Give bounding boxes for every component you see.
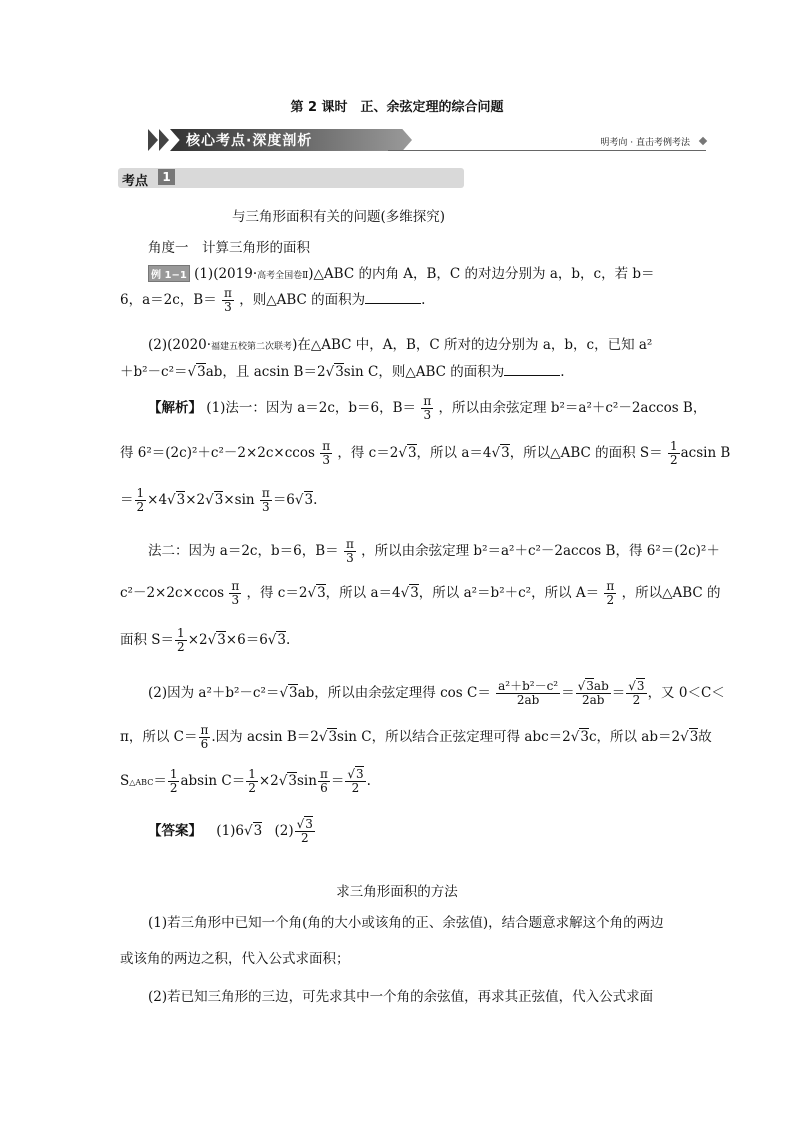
sqrt: √	[267, 632, 277, 648]
method2-line-3	[120, 627, 290, 654]
fraction	[260, 487, 272, 514]
example-line-3	[148, 333, 652, 353]
num: π	[606, 579, 615, 593]
text: c²－2×2c×ccos	[120, 585, 225, 601]
page-title: 第 2 课时 正、余弦定理的综合问题	[290, 100, 504, 115]
text: ，所以 a＝4	[325, 585, 401, 601]
text: .	[421, 292, 426, 308]
text: π，所以 C＝	[120, 729, 198, 745]
part2-line-3	[120, 768, 371, 795]
text: ab，且 acsin B＝2	[205, 364, 326, 380]
den: 2	[248, 781, 256, 795]
text: .因为 acsin B＝2	[211, 729, 319, 745]
den: 6	[320, 781, 328, 795]
source: 高考全国卷Ⅱ	[257, 271, 309, 281]
radicand: 3	[355, 767, 364, 781]
fraction	[626, 680, 646, 707]
fraction	[344, 538, 356, 565]
answer-label: 【答案】	[148, 823, 202, 839]
sqrt: √	[207, 632, 217, 648]
method-line-1: (1)若三角形中已知一个角(角的大小或该角的正、余弦值)，结合题意求解这个角的两边	[148, 915, 664, 931]
section-banner	[148, 125, 708, 153]
text: .	[313, 492, 318, 508]
text: )在△ABC 中，A，B，C 所对的边分别为 a，b，c，已知 a²	[292, 337, 653, 353]
num: 1	[136, 486, 145, 500]
radicand: 3	[214, 492, 224, 508]
fraction	[135, 487, 147, 514]
radicand: 3	[407, 445, 417, 461]
text: ＝	[120, 492, 134, 508]
den: 6	[200, 737, 209, 751]
fraction	[168, 768, 180, 795]
radicand: 3	[197, 364, 206, 380]
text: ×4	[147, 492, 168, 508]
method2-line-2	[120, 580, 721, 607]
fraction	[229, 580, 241, 607]
text: ，所以 a²＝b²＋c²，所以 A＝	[418, 585, 600, 601]
den: 2ab	[516, 693, 540, 707]
example-badge: 例 1−1	[148, 265, 190, 282]
sqrt: √	[187, 364, 197, 380]
radicand: 3	[304, 492, 314, 508]
answer-blank[interactable]	[504, 363, 560, 376]
text: ，又 0＜C＜	[647, 685, 725, 701]
text: (2)因为 a²＋b²－c²＝	[148, 685, 280, 701]
answer-line	[148, 818, 316, 845]
kaodian-label: 考点	[122, 174, 149, 189]
num: π	[322, 439, 331, 453]
subscript: △ABC	[129, 778, 154, 787]
radicand: 3	[636, 679, 645, 693]
den: 2	[177, 640, 185, 654]
text: ＝	[330, 773, 345, 789]
part2-line-1	[148, 680, 725, 707]
num	[295, 818, 315, 832]
sqrt: √	[400, 585, 410, 601]
text: 面积 S＝	[120, 632, 175, 648]
radicand: 3	[335, 364, 344, 380]
text: c，所以 ab＝2	[588, 729, 681, 745]
kaodian-bar	[118, 168, 464, 188]
fraction	[222, 287, 234, 314]
radicand: 3	[289, 685, 298, 701]
radicand: 3	[305, 817, 313, 831]
radicand: 3	[689, 729, 699, 745]
radicand: 3	[277, 632, 286, 648]
method-line-2: 或该角的两边之积，代入公式求面积；	[120, 951, 350, 967]
fraction	[175, 627, 187, 654]
den: 2	[136, 500, 145, 514]
fraction	[576, 680, 611, 707]
text: ×2	[185, 492, 206, 508]
text: sin C，则△ABC 的面积为	[343, 364, 505, 380]
fraction	[421, 395, 433, 422]
num	[345, 768, 365, 782]
fraction	[318, 768, 330, 795]
sqrt: √	[294, 492, 304, 508]
solution-line-2	[120, 440, 730, 467]
method-line-3: (2)若已知三角形的三边，可先求其中一个角的余弦值，再求其正弦值，代入公式求面	[148, 989, 654, 1005]
banner-text: 核心考点·深度剖析	[186, 133, 313, 149]
fraction	[604, 580, 616, 607]
den: 2ab	[581, 693, 605, 707]
text: ，所以由余弦定理 b²＝a²＋c²－2accos B，	[438, 400, 707, 416]
num: a²＋b²－c²	[498, 679, 559, 693]
diamond-icon	[699, 137, 707, 145]
text: 得 6²＝(2c)²＋c²－2×2c×ccos	[120, 445, 315, 461]
source: 福建五校第二次联考	[211, 342, 293, 352]
radicand: 3	[288, 773, 297, 789]
text: ×6＝6	[225, 632, 268, 648]
radicand: 3	[253, 823, 263, 839]
sqrt: √	[628, 679, 636, 693]
text: ，所以△ABC 的面积 S＝	[509, 445, 663, 461]
sqrt: √	[325, 364, 335, 380]
fraction	[496, 680, 560, 707]
text: sin	[296, 773, 317, 789]
text: ＝6	[272, 492, 295, 508]
num: π	[261, 486, 270, 500]
sqrt: √	[167, 492, 176, 508]
sqrt: √	[491, 445, 501, 461]
sqrt: √	[680, 729, 689, 745]
den: 2	[606, 593, 615, 607]
text: .	[286, 632, 291, 648]
example-line-1	[148, 262, 655, 282]
answer-blank[interactable]	[365, 291, 421, 304]
answer-1: (1)6	[216, 823, 245, 839]
text: ab	[593, 679, 609, 693]
den: 2	[669, 453, 678, 467]
text: ＝	[153, 773, 167, 789]
sqrt: √	[307, 585, 317, 601]
sqrt: √	[347, 767, 355, 781]
sqrt: √	[318, 729, 328, 745]
text: 法二：因为 a＝2c，b＝6，B＝	[148, 543, 339, 559]
num: π	[319, 767, 328, 781]
text: (1)(2019·	[194, 266, 258, 282]
den: 3	[423, 408, 432, 422]
text: ×sin	[223, 492, 255, 508]
num	[576, 680, 611, 694]
fraction	[668, 440, 680, 467]
sqrt: √	[278, 773, 288, 789]
den: 3	[224, 300, 232, 314]
fraction	[199, 724, 211, 751]
num	[626, 680, 646, 694]
method-title: 求三角形面积的方法	[336, 884, 458, 900]
text: 故	[698, 729, 712, 745]
text: ＋b²－c²＝	[120, 364, 188, 380]
den: 3	[322, 453, 330, 467]
den: 3	[346, 551, 354, 565]
text: ，得 c＝2	[337, 445, 399, 461]
text: S	[120, 773, 130, 789]
sqrt: √	[296, 817, 305, 831]
text: )△ABC 的内角 A，B，C 的对边分别为 a，b，c，若 b＝	[308, 266, 655, 282]
fraction	[345, 768, 365, 795]
num: π	[231, 579, 240, 593]
text: .	[560, 364, 565, 380]
chevron-icon	[148, 129, 158, 151]
example-line-2	[120, 287, 425, 314]
sqrt: √	[398, 445, 407, 461]
sqrt: √	[570, 729, 580, 745]
radicand: 3	[410, 585, 419, 601]
fraction	[246, 768, 258, 795]
radicand: 3	[501, 445, 510, 461]
solution-line-1	[148, 395, 706, 422]
text: ×2	[258, 773, 279, 789]
kaodian-number: 1	[158, 169, 175, 185]
example-line-4	[120, 360, 565, 380]
radicand: 3	[580, 729, 589, 745]
text: ，得 c＝2	[246, 585, 308, 601]
part2-line-2	[120, 724, 712, 751]
num: π	[200, 723, 209, 737]
text: acsin B	[680, 445, 731, 461]
den: 2	[300, 831, 309, 845]
section-title: 与三角形面积有关的问题(多维探究)	[232, 209, 446, 225]
text: 6，a＝2c，B＝	[120, 292, 217, 308]
radicand: 3	[217, 632, 226, 648]
den: 3	[231, 593, 240, 607]
text: (2)(2020·	[148, 337, 212, 353]
solution-label: 【解析】	[148, 400, 202, 416]
num: 1	[248, 767, 256, 781]
text: (1)法一：因为 a＝2c，b＝6，B＝	[206, 400, 417, 416]
num: π	[224, 286, 232, 300]
sqrt: √	[244, 823, 253, 839]
banner-divider	[388, 150, 706, 151]
num: 1	[177, 626, 185, 640]
num: 1	[669, 439, 678, 453]
num: 1	[169, 767, 178, 781]
text: sin C，所以结合正弦定理可得 abc＝2	[337, 729, 571, 745]
num: π	[345, 537, 354, 551]
answer-2: (2)	[274, 823, 294, 839]
radicand: 3	[586, 679, 594, 693]
sqrt: √	[279, 685, 289, 701]
text: ，所以 a＝4	[416, 445, 492, 461]
text: ＝	[561, 685, 575, 701]
text: ×2	[187, 632, 208, 648]
chevron-icon	[159, 129, 169, 151]
method2-line-1	[148, 538, 720, 565]
den: 3	[262, 500, 270, 514]
fraction	[295, 818, 315, 845]
radicand: 3	[317, 585, 326, 601]
text: ，则△ABC 的面积为	[239, 292, 366, 308]
angle-title: 角度一 计算三角形的面积	[148, 240, 310, 256]
fraction	[320, 440, 332, 467]
text: .	[366, 773, 371, 789]
radicand: 3	[328, 729, 338, 745]
sqrt: √	[577, 679, 586, 693]
text: ＝	[611, 685, 626, 701]
sqrt: √	[205, 492, 214, 508]
num: π	[423, 394, 432, 408]
text: ，所以△ABC 的	[621, 585, 721, 601]
den: 2	[351, 781, 360, 795]
banner-caption: 明考向 · 直击考例考法	[600, 138, 690, 148]
text: ，所以由余弦定理 b²＝a²＋c²－2accos B，得 6²＝(2c)²＋	[361, 543, 720, 559]
text: ab，所以由余弦定理得 cos C＝	[297, 685, 491, 701]
radicand: 3	[176, 492, 186, 508]
text: absin C＝	[180, 773, 246, 789]
den: 2	[632, 693, 641, 707]
solution-line-3	[120, 487, 317, 514]
den: 2	[169, 781, 178, 795]
